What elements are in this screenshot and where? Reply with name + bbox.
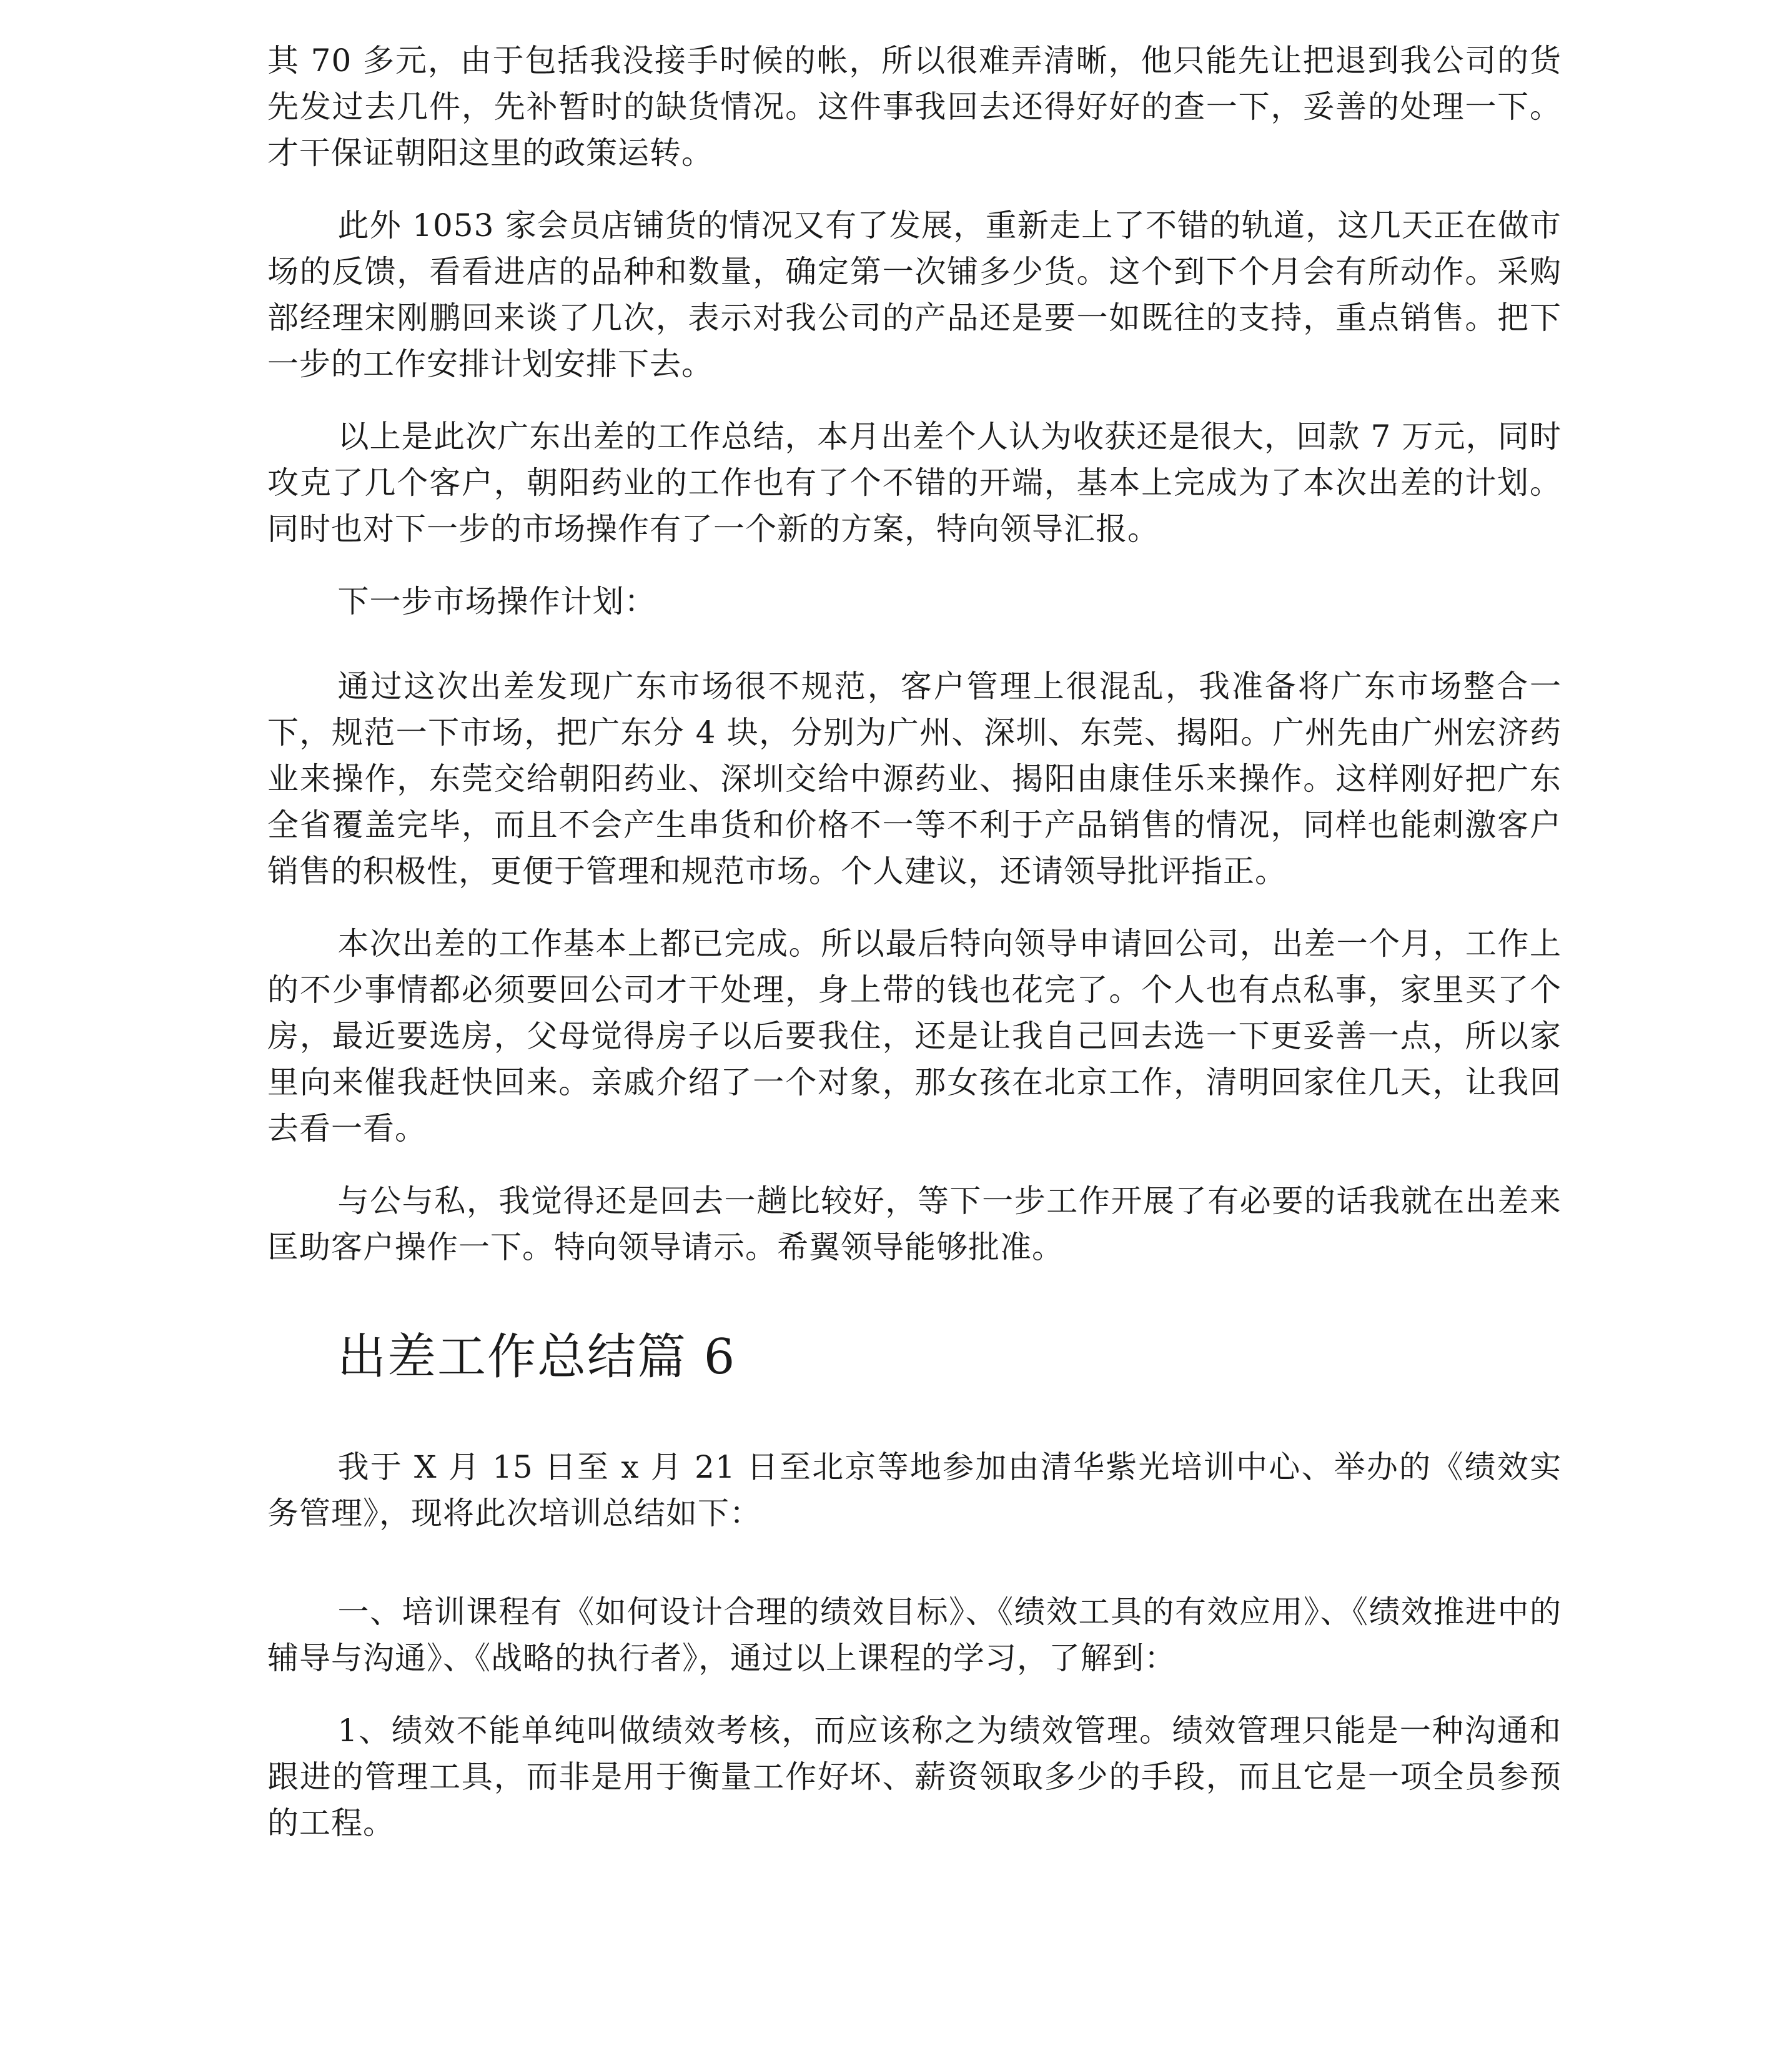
paragraph-training-courses: 一、培训课程有《如何设计合理的绩效目标》、《绩效工具的有效应用》、《绩效推进中的辅导与沟通》、《战略的执行者》，通过以上课程的学习，了解到：: [267, 1594, 1562, 1676]
document-page: [267, 37, 1562, 1846]
paragraph-member-stores: 此外 1053 家会员店铺货的情况又有了发展，重新走上了不错的轨道，这几天正在做市场的反馈，看看进店的品种和数量，确定第一次铺多少货。这个到下个月会有所动作。采购部经理宋刚鹏回来谈了几次，表示对我公司的产品还是要一如既往的支持，重点销售。把下一步的工作安排计划安排下去。: [267, 207, 1562, 382]
paragraph-return-request: 本次出差的工作基本上都已完成。所以最后特向领导申请回公司，出差一个月，工作上的不少事情都必须要回公司才干处理，身上带的钱也花完了。个人也有点私事，家里买了个房，最近要选房，父母觉得房子以后要我住，还是让我自己回去选一下更妥善一点，所以家里向来催我赶快回来。亲戚介绍了一个对象，那女孩在北京工作，清明回家住几天，让我回去看一看。: [267, 926, 1562, 1147]
paragraph-market-plan: 通过这次出差发现广东市场很不规范，客户管理上很混乱，我准备将广东市场整合一下，规范一下市场，把广东分 4 块，分别为广州、深圳、东莞、揭阳。广州先由广州宏济药业来操作，东莞交给朝阳药业、深圳交给中源药业、揭阳由康佳乐来操作。这样刚好把广东全省覆盖完毕，而且不会产生串货和价格不一等不利于产品销售的情况，同样也能刺激客户销售的积极性，更便于管理和规范市场。个人建议，还请领导批评指正。: [267, 668, 1562, 889]
paragraph-continued: 其 70 多元，由于包括我没接手时候的帐，所以很难弄清晰，他只能先让把退到我公司的货先发过去几件，先补暂时的缺货情况。这件事我回去还得好好的查一下，妥善的处理一下。才干保证朝阳这里的政策运转。: [267, 42, 1562, 171]
paragraph-closing-request: 与公与私，我觉得还是回去一趟比较好，等下一步工作开展了有必要的话我就在出差来匡助客户操作一下。特向领导请示。希翼领导能够批准。: [267, 1183, 1562, 1265]
paragraph-training-intro: 我于 X 月 15 日至 x 月 21 日至北京等地参加由清华紫光培训中心、举办的《绩效实务管理》，现将此次培训总结如下：: [267, 1449, 1562, 1531]
paragraph-trip-summary: 以上是此次广东出差的工作总结，本月出差个人认为收获还是很大，回款 7 万元，同时攻克了几个客户，朝阳药业的工作也有了个不错的开端，基本上完成为了本次出差的计划。同时也对下一步的市场操作有了一个新的方案，特向领导汇报。: [267, 418, 1562, 547]
paragraph-next-plan-label: 下一步市场操作计划：: [337, 583, 656, 620]
section-heading: 出差工作总结篇 6: [337, 1329, 736, 1385]
paragraph-performance-point-1: 1、绩效不能单纯叫做绩效考核，而应该称之为绩效管理。绩效管理只能是一种沟通和跟进的管理工具，而非是用于衡量工作好坏、薪资领取多少的手段，而且它是一项全员参预的工程。: [267, 1713, 1562, 1841]
